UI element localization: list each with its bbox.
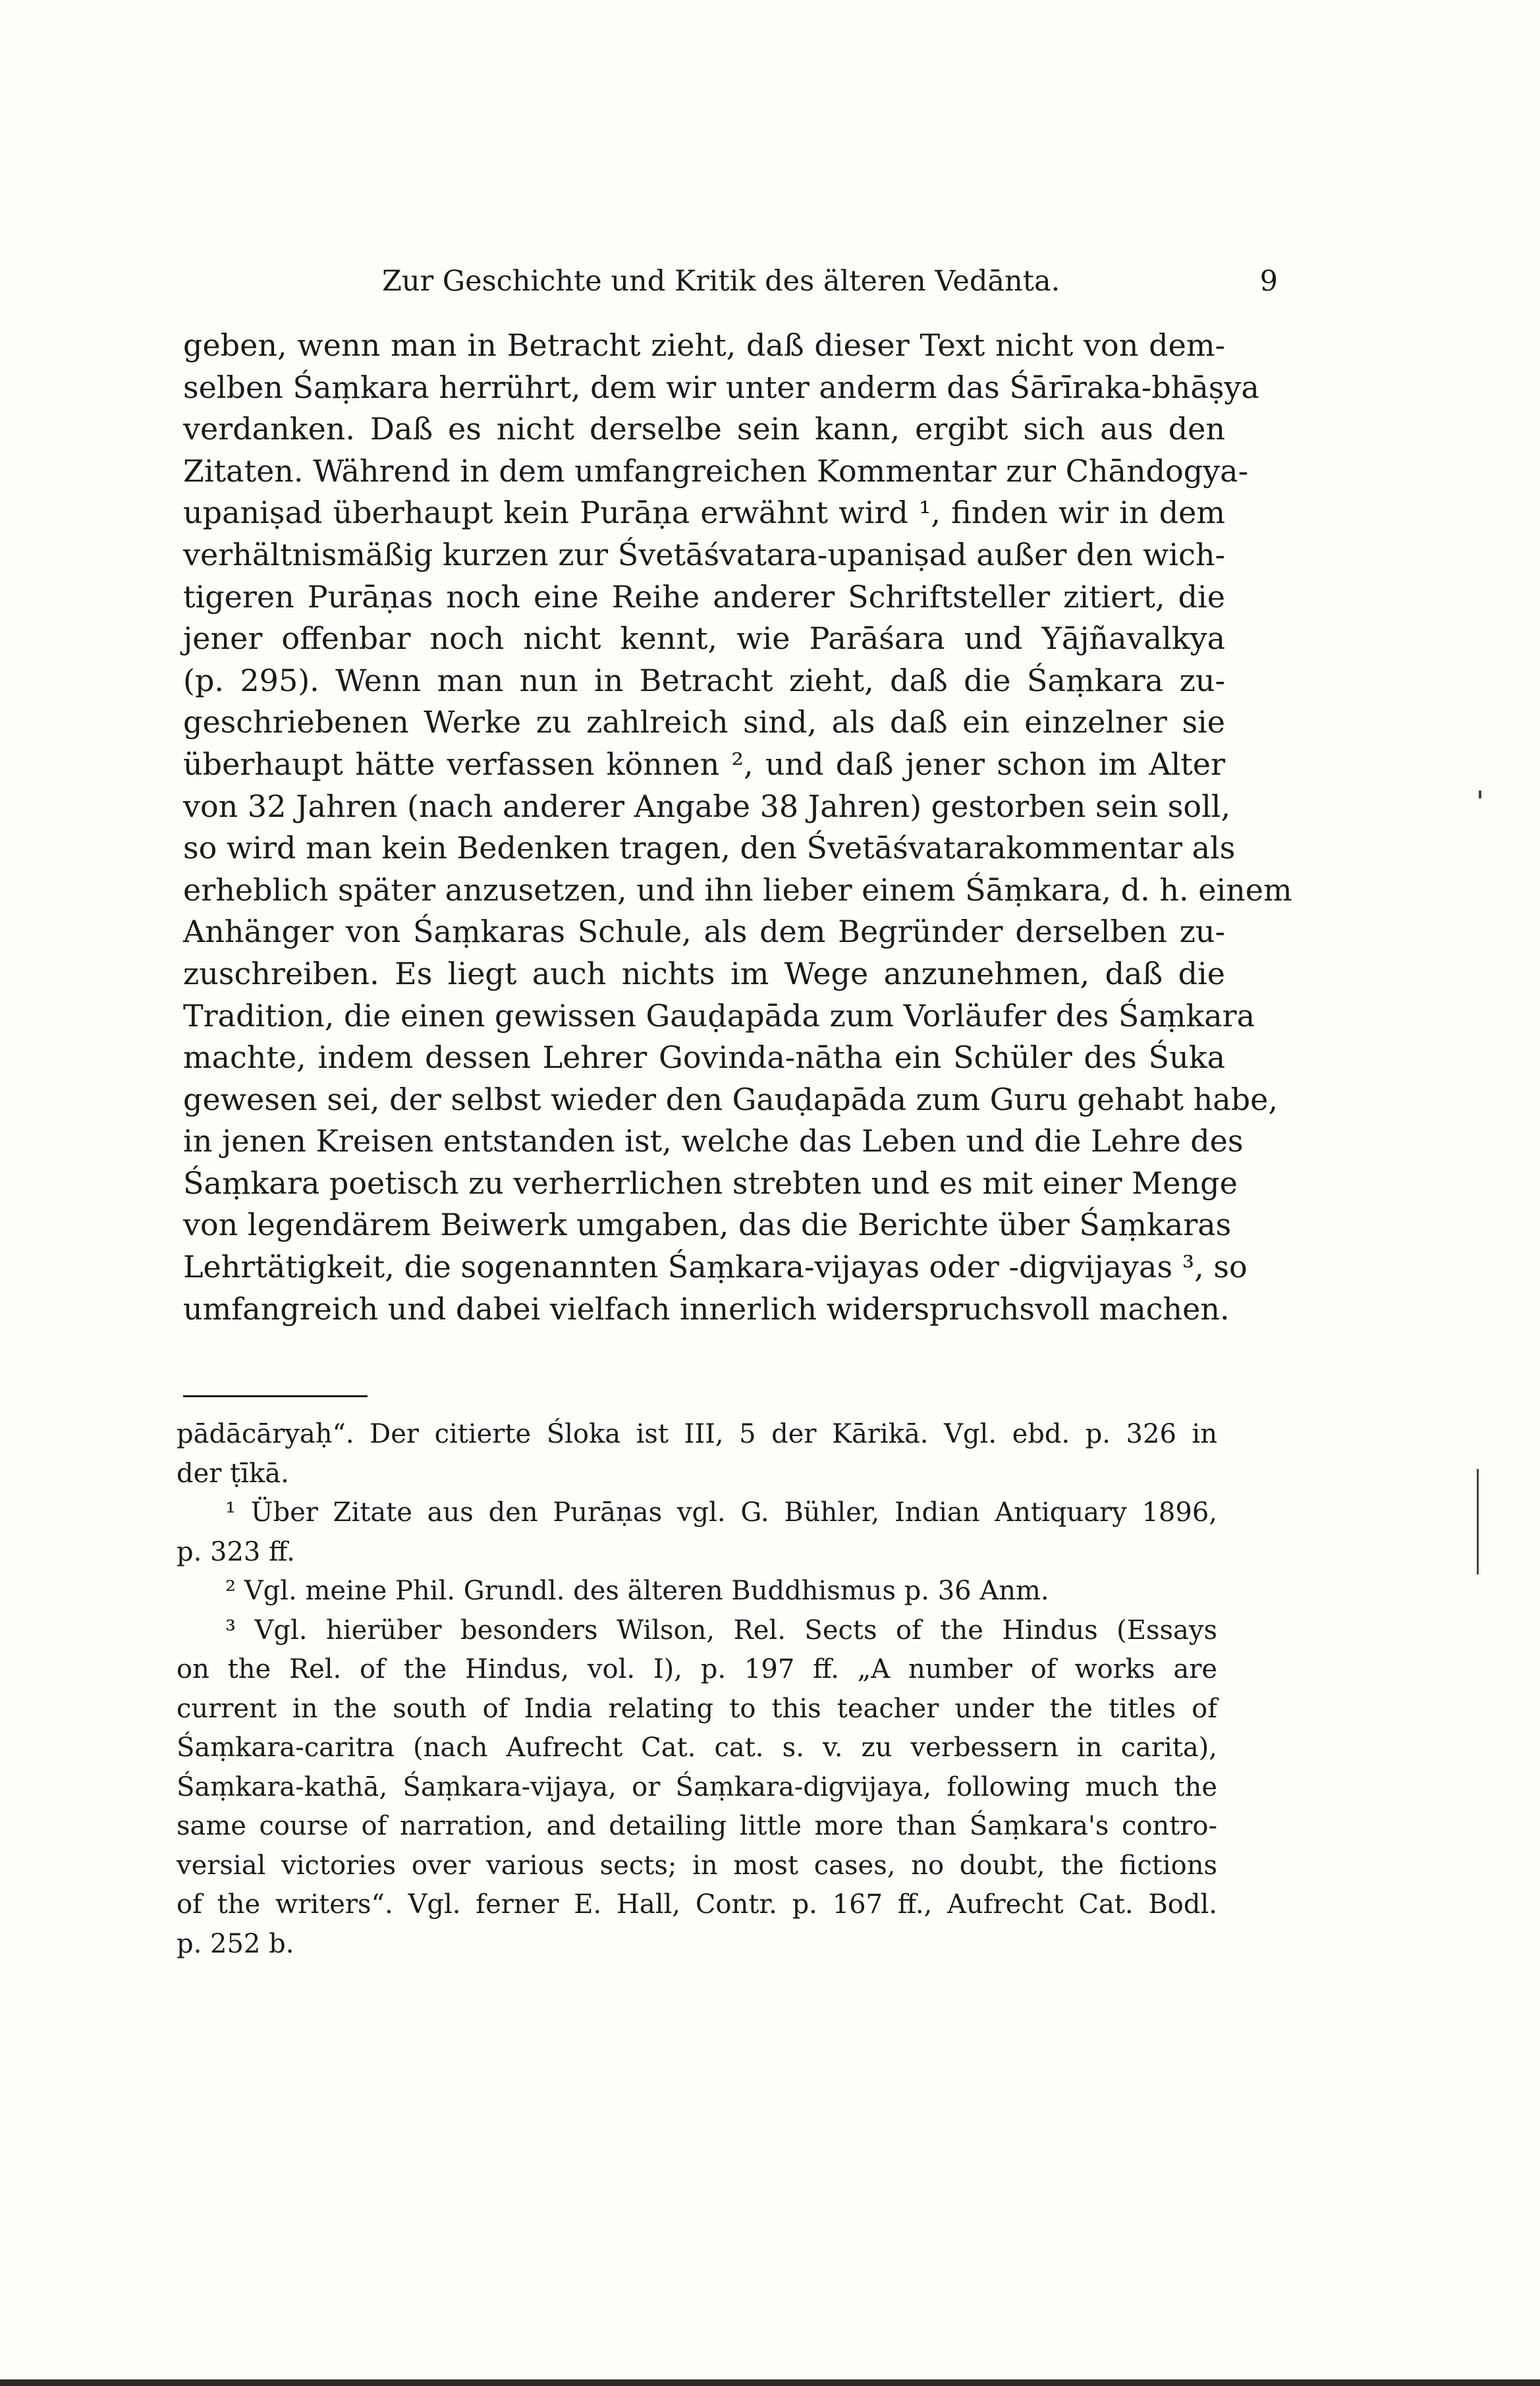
page-bottom-edge <box>0 2379 1540 2386</box>
main-text-block <box>183 325 1292 1330</box>
text-line: Śaṃkara poetisch zu verherrlichen strebten und es mit einer Menge <box>183 1165 1238 1201</box>
footnote-line: of the writers“. Vgl. ferner E. Hall, Contr. p. 167 ff., Aufrecht Cat. Bodl. <box>177 1889 1217 1920</box>
footnote-line: ¹ Über Zitate aus den Purāṇas vgl. G. Bühler, Indian Antiquary 1896, <box>225 1497 1217 1528</box>
footnote-3 <box>177 1611 1217 1964</box>
page-number: 9 <box>1259 265 1278 298</box>
footnote-line: pādācāryaḥ“. Der citierte Śloka ist III, 5 der Kārikā. Vgl. ebd. p. 326 in <box>177 1419 1217 1449</box>
footnote-line: Śaṃkara-caritra (nach Aufrecht Cat. cat. s. v. zu verbessern in carita), <box>177 1733 1217 1763</box>
text-line: so wird man kein Bedenken tragen, den Śvetāśvatarakommentar als <box>183 830 1236 866</box>
running-title: Zur Geschichte und Kritik des älteren Vedānta. <box>382 265 1060 298</box>
text-line: Zitaten. Während in dem umfangreichen Kommentar zur Chāndogya- <box>183 453 1249 489</box>
text-line: Tradition, die einen gewissen Gauḍapāda zum Vorläufer des Śaṃkara <box>183 997 1255 1034</box>
footnote-line: versial victories over various sects; in most cases, no doubt, the fictions <box>177 1850 1217 1881</box>
text-line: umfangreich und dabei vielfach innerlich widerspruchsvoll machen. <box>183 1290 1230 1327</box>
text-line: (p. 295). Wenn man nun in Betracht zieht, daß die Śaṃkara zu- <box>183 662 1225 698</box>
text-line: überhaupt hätte verfassen können ², und daß jener schon im Alter <box>183 746 1225 782</box>
text-line: geschriebenen Werke zu zahlreich sind, als daß ein einzelner sie <box>183 704 1225 740</box>
text-line: von legendärem Beiwerk umgaben, das die Berichte über Śaṃkaras <box>183 1207 1232 1243</box>
text-line: erheblich später anzusetzen, und ihn lieber einem Śāṃkara, d. h. einem <box>183 872 1292 908</box>
footnote-line: Śaṃkara-kathā, Śaṃkara-vijaya, or Śaṃkara-digvijaya, following much the <box>177 1771 1217 1802</box>
text-line: Lehrtätigkeit, die sogenannten Śaṃkara-vijayas oder -digvijayas ³, so <box>183 1249 1248 1285</box>
footnote-line: p. 323 ff. <box>177 1536 295 1567</box>
text-line: jener offenbar noch nicht kennt, wie Parāśara und Yājñavalkya <box>183 621 1225 657</box>
footnote-separator <box>183 1395 368 1397</box>
footnote-line: der ṭīkā. <box>177 1458 289 1489</box>
text-line: von 32 Jahren (nach anderer Angabe 38 Jahren) gestorben sein soll, <box>183 788 1231 824</box>
footnote-line: on the Rel. of the Hindus, vol. I), p. 197 ff. „A number of works are <box>177 1654 1217 1684</box>
footnote-line: ² Vgl. meine Phil. Grundl. des älteren Buddhismus p. 36 Anm. <box>225 1576 1049 1606</box>
text-line: upaniṣad überhaupt kein Purāṇa erwähnt wird ¹, finden wir in dem <box>183 495 1225 531</box>
footnote-line: p. 252 b. <box>177 1928 294 1959</box>
text-line: zuschreiben. Es liegt auch nichts im Wege anzunehmen, daß die <box>183 955 1225 991</box>
text-line: Anhänger von Śaṃkaras Schule, als dem Begründer derselben zu- <box>183 914 1225 950</box>
text-line: gewesen sei, der selbst wieder den Gauḍapāda zum Guru gehabt habe, <box>183 1081 1278 1117</box>
text-line: tigeren Purāṇas noch eine Reihe anderer Schriftsteller zitiert, die <box>183 578 1225 615</box>
scan-artifact <box>1477 1469 1479 1574</box>
footnote-line: same course of narration, and detailing little more than Śaṃkara's contro- <box>177 1811 1217 1841</box>
footnote-2 <box>177 1572 1217 1611</box>
footnote-1 <box>177 1493 1217 1572</box>
text-line: selben Śaṃkara herrührt, dem wir unter anderm das Śārīraka-bhāṣya <box>183 369 1259 405</box>
text-line: in jenen Kreisen entstanden ist, welche das Leben und die Lehre des <box>183 1123 1244 1159</box>
text-line: geben, wenn man in Betracht zieht, daß dieser Text nicht von dem- <box>183 327 1225 363</box>
text-line: verdanken. Daß es nicht derselbe sein kann, ergibt sich aus den <box>183 411 1225 447</box>
running-header <box>382 258 1278 304</box>
text-line: verhältnismäßig kurzen zur Śvetāśvatara-upaniṣad außer den wich- <box>183 536 1225 572</box>
footnote-line: current in the south of India relating to this teacher under the titles of <box>177 1693 1217 1724</box>
scan-artifact <box>1479 791 1481 798</box>
text-line: machte, indem dessen Lehrer Govinda-nātha ein Schüler des Śuka <box>183 1040 1225 1076</box>
footnote-line: ³ Vgl. hierüber besonders Wilson, Rel. Sects of the Hindus (Essays <box>225 1615 1217 1646</box>
footnotes-block <box>177 1415 1217 1964</box>
footnote-continuation <box>177 1415 1217 1493</box>
